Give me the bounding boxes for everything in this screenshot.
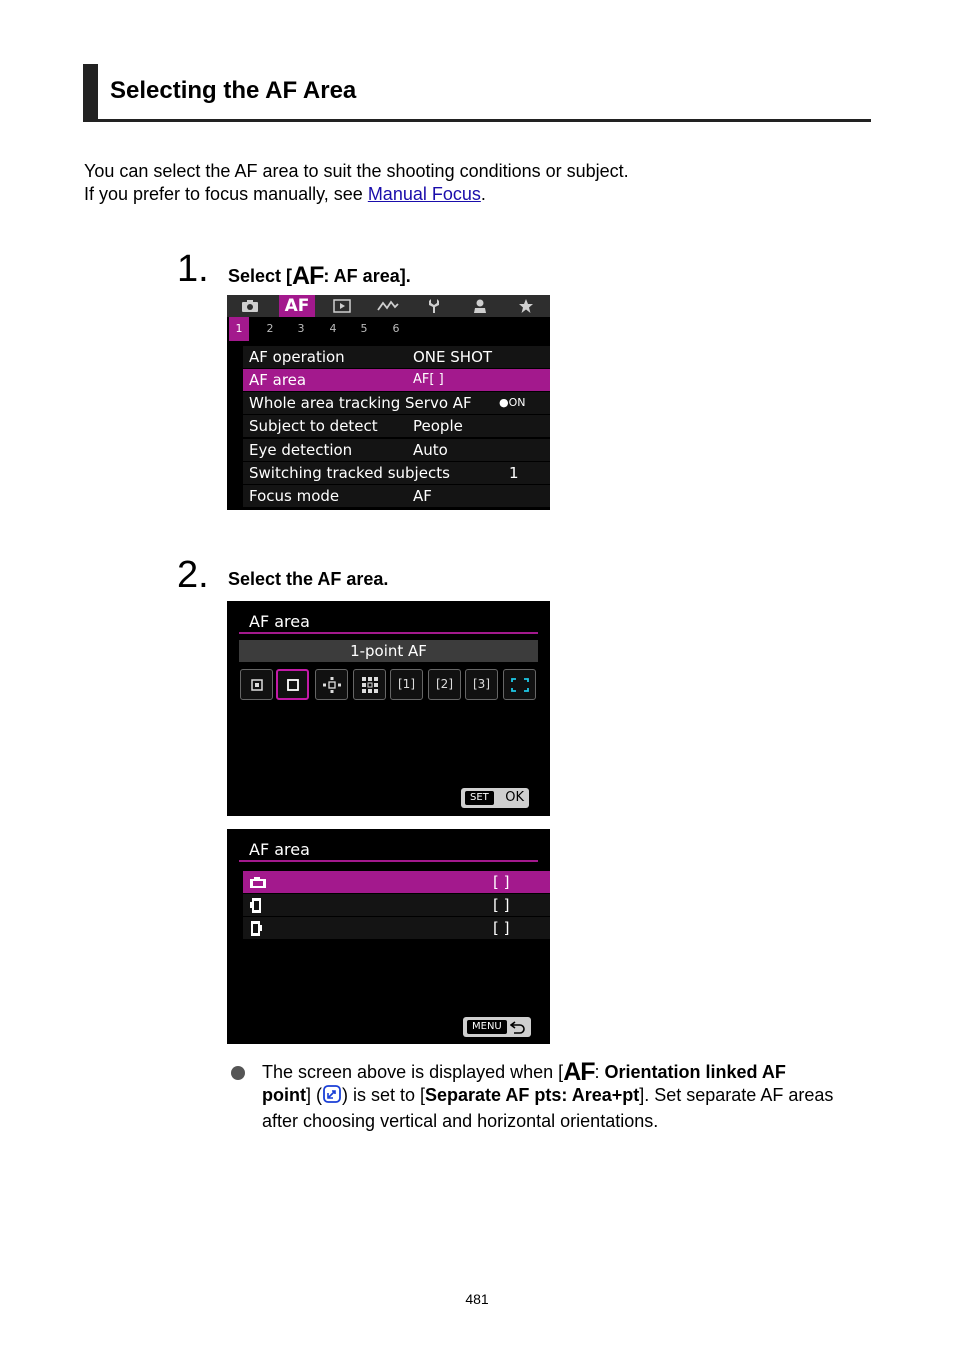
menu-subtab-bar xyxy=(227,317,550,341)
vertical-grip-down-icon xyxy=(249,917,263,943)
note-part: : xyxy=(594,1062,605,1082)
orientation-row-vertical-up[interactable] xyxy=(243,894,550,916)
row-label: Eye detection xyxy=(249,441,353,459)
note-part: ]. Set separate AF areas after choosing vertical and horizontal orientations. xyxy=(262,1085,834,1131)
note-part: The screen above is displayed when [ xyxy=(262,1062,564,1082)
menu-row-switching-tracked[interactable] xyxy=(243,462,550,484)
af-tab-icon: AF xyxy=(292,262,324,290)
screen-title: AF area xyxy=(249,612,310,631)
menu-row-focus-mode[interactable] xyxy=(243,485,550,507)
row-value: 1 xyxy=(509,464,519,482)
subtab-4[interactable]: 4 xyxy=(329,322,337,335)
row-value: [ ] xyxy=(493,919,510,937)
tab-af[interactable]: AF xyxy=(279,295,315,317)
page-number: 481 xyxy=(465,1291,489,1307)
menu-tab-bar xyxy=(227,295,550,317)
person-icon[interactable] xyxy=(465,295,495,317)
one-point-af-button[interactable] xyxy=(276,669,309,700)
step-2-number: 2. xyxy=(177,554,209,596)
step-1-instruction xyxy=(228,262,411,291)
row-value: AF xyxy=(413,487,432,505)
note-part: ] ( xyxy=(305,1085,322,1105)
section-underline xyxy=(83,119,871,122)
row-label: AF operation xyxy=(249,348,345,366)
menu-back-button[interactable] xyxy=(463,1017,531,1037)
note-bold: Separate AF pts: Area+pt xyxy=(425,1085,640,1105)
wrench-icon[interactable] xyxy=(419,295,449,317)
note-bold: Orientation linked AF point xyxy=(262,1062,786,1105)
star-icon[interactable] xyxy=(511,295,541,317)
menu-row-eye-detection[interactable] xyxy=(243,439,550,461)
flexible-zone-1-button[interactable]: [1] xyxy=(390,669,423,700)
return-arrow-icon xyxy=(510,1017,526,1041)
menu-row-af-area[interactable] xyxy=(243,369,550,391)
note-text xyxy=(262,1058,837,1133)
af-tab-icon: AF xyxy=(563,1058,595,1086)
note-part: ) is set to [ xyxy=(341,1085,426,1105)
manual-focus-link[interactable]: Manual Focus xyxy=(367,184,481,204)
intro-line-2-suffix: . xyxy=(480,184,486,204)
custom-setting-icon xyxy=(322,1084,342,1110)
orientation-row-vertical-down[interactable] xyxy=(243,917,550,939)
orientation-af-area-screen xyxy=(227,829,550,1044)
subtab-1[interactable]: 1 xyxy=(229,317,249,341)
row-label: Focus mode xyxy=(249,487,340,505)
row-value: People xyxy=(413,417,463,435)
step-1-number: 1. xyxy=(177,248,209,290)
row-label: Whole area tracking Servo AF xyxy=(249,394,472,412)
title-rule xyxy=(239,632,538,634)
row-value: [ ] xyxy=(493,896,510,914)
af-area-value: AF[ ] xyxy=(413,372,444,387)
subtab-3[interactable]: 3 xyxy=(297,322,305,335)
title-rule xyxy=(239,860,538,862)
af-area-selection-screen xyxy=(227,601,550,816)
row-value: [ ] xyxy=(493,873,510,891)
intro-text xyxy=(84,160,629,206)
row-label: Subject to detect xyxy=(249,417,378,435)
set-chip: SET xyxy=(465,791,494,805)
section-header-bar xyxy=(83,64,98,121)
flexible-zone-2-button[interactable]: [2] xyxy=(428,669,461,700)
subtab-2[interactable]: 2 xyxy=(266,322,274,335)
screen-title: AF area xyxy=(249,840,310,859)
row-label: Switching tracked subjects xyxy=(249,464,450,482)
step-1-suffix: : AF area]. xyxy=(323,266,411,286)
bullet-dot xyxy=(231,1066,245,1080)
af-mode-label: 1-point AF xyxy=(239,640,538,662)
menu-row-subject-to-detect[interactable] xyxy=(243,415,550,437)
expand-cross-icon[interactable] xyxy=(315,669,348,700)
menu-row-whole-area-tracking[interactable] xyxy=(243,392,550,414)
set-ok-button[interactable] xyxy=(461,788,529,808)
step-2-instruction: Select the AF area. xyxy=(228,569,389,589)
orientation-row-horizontal[interactable] xyxy=(243,871,550,893)
flexible-zone-3-button[interactable]: [3] xyxy=(465,669,498,700)
wave-icon[interactable] xyxy=(373,295,403,317)
intro-line-1: You can select the AF area to suit the shooting conditions or subject. xyxy=(84,161,629,181)
row-value: Auto xyxy=(413,441,448,459)
play-icon[interactable] xyxy=(327,295,357,317)
camera-icon[interactable] xyxy=(235,295,265,317)
step-1-prefix: Select [ xyxy=(228,266,293,286)
af-menu-screen xyxy=(227,295,550,510)
section-title: Selecting the AF Area xyxy=(110,77,357,104)
horizontal-camera-icon xyxy=(249,871,267,895)
menu-row-af-operation[interactable] xyxy=(243,346,550,368)
row-value: ONE SHOT xyxy=(413,348,493,366)
spot-af-icon[interactable] xyxy=(240,669,273,700)
ok-label: OK xyxy=(505,790,524,805)
whole-area-icon[interactable] xyxy=(503,669,536,700)
subtab-6[interactable]: 6 xyxy=(392,322,400,335)
menu-chip: MENU xyxy=(467,1020,507,1034)
intro-line-2-prefix: If you prefer to focus manually, see xyxy=(84,184,368,204)
expand-around-icon[interactable] xyxy=(353,669,386,700)
subtab-5[interactable]: 5 xyxy=(360,322,368,335)
intro-line-2 xyxy=(84,183,629,206)
row-label: AF area xyxy=(249,371,307,389)
servo-on-icon: ●ON xyxy=(499,396,526,409)
